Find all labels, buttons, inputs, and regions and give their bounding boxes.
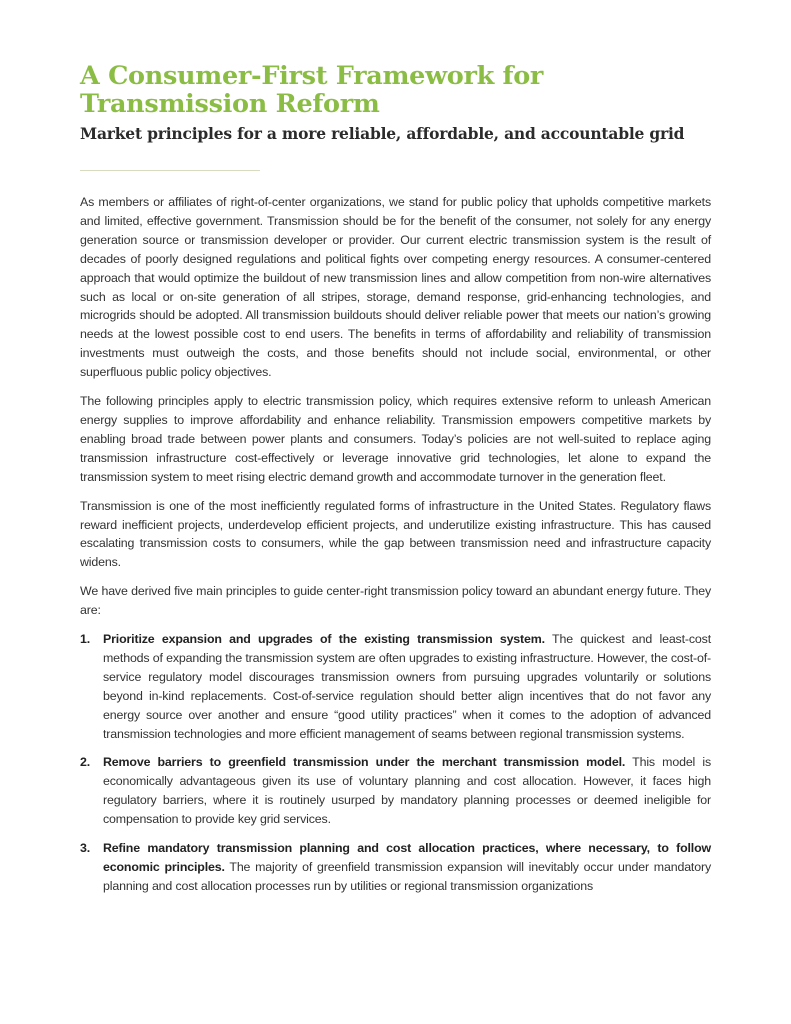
intro-paragraph: As members or affiliates of right-of-center organizations, we stand for public policy that upholds competitive markets and limited, effective government. Transmission should be for the benefit of the consumer, not solely for any energy generation source or transmission developer or provider. Our current electric transmission system is the result of decades of poorly designed regulations and political fights over competing energy resources. A consumer-centered approach that would optimize the buildout of new transmission lines and allow competition from non-wire alternatives such as local or on-site generation of all stripes, storage, demand response, grid-enhancing technologies, and microgrids should be adopted. All transmission buildouts should deliver reliable power that meets our nation’s growing needs at the lowest possible cost to end users. The benefits in terms of affordability and reliability of transmission investments must outweigh the costs, and those benefits should not include social, environmental, or other superfluous public policy objectives.: [80, 195, 711, 380]
document-body: [80, 193, 711, 906]
principle-item: [80, 753, 711, 829]
title-divider: [80, 170, 260, 171]
principles-list: [80, 630, 711, 896]
principle-heading: Refine mandatory transmission planning and cost allocation practices, where necessary, to follow economic principles.: [103, 841, 711, 874]
page-title: A Consumer-First Framework for Transmission Reform: [80, 61, 544, 119]
principle-number: 2.: [80, 755, 91, 770]
principle-heading: Prioritize expansion and upgrades of the existing transmission system.: [103, 632, 545, 647]
principle-number: 3.: [80, 841, 91, 856]
principles-intro-paragraph: We have derived five main principles to guide center-right transmission policy toward an abundant energy future. They are:: [80, 584, 711, 618]
page-subtitle: Market principles for a more reliable, affordable, and accountable grid: [80, 124, 685, 143]
principles-context-paragraph: The following principles apply to electric transmission policy, which requires extensive reform to unleash American energy supplies to improve affordability and enhance reliability. Transmission empowers competitive markets by enabling broad trade between power plants and consumers. Today’s policies are not well-suited to replace aging transmission infrastructure cost-effectively or leverage innovative grid technologies, let alone to expand the transmission system to meet rising electric demand growth and accommodate turnover in the generation fleet.: [80, 394, 711, 484]
principle-heading: Remove barriers to greenfield transmission under the merchant transmission model.: [103, 755, 626, 770]
principle-number: 1.: [80, 632, 91, 647]
regulatory-flaws-paragraph: Transmission is one of the most inefficiently regulated forms of infrastructure in the United States. Regulatory flaws reward inefficient projects, underdevelop efficient projects, and underutilize existing infrastructure. This has caused escalating transmission costs to consumers, while the gap between transmission need and infrastructure capacity widens.: [80, 498, 711, 570]
principle-text: This model is economically advantageous given its use of voluntary planning and cost allocation. However, it faces high regulatory barriers, where it is routinely usurped by mandatory planning processes or deemed ineligible for compensation to provide key grid services.: [103, 755, 712, 827]
principle-text: The majority of greenfield transmission expansion will inevitably occur under mandatory planning and cost allocation processes run by utilities or regional transmission organizations: [103, 860, 711, 893]
principle-item: [80, 630, 711, 743]
principle-text: The quickest and least-cost methods of expanding the transmission system are often upgrades to existing infrastructure. However, the cost-of-service regulatory model discourages transmission owners from pursuing upgrades voluntarily or solutions beyond in-kind replacements. Cost-of-service regulation should better align incentives that do not favor any energy source over another and ensure “good utility practices” when it comes to the adoption of advanced transmission technologies and more efficient management of seams between regional transmission systems.: [103, 632, 711, 741]
principle-item: [80, 839, 711, 896]
